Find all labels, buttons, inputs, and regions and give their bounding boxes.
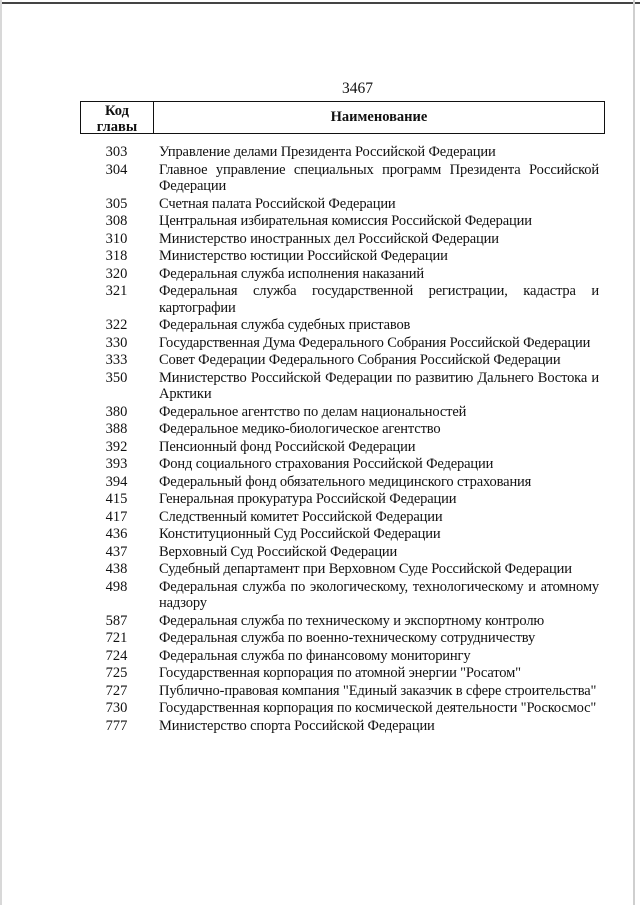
header-code-cell: [81, 102, 154, 133]
row-code: 725: [105, 665, 128, 681]
scan-right-edge: [633, 0, 635, 905]
row-name: Главное управление специальных программ Президента Российской Федерации: [159, 161, 599, 194]
table-row: [80, 630, 605, 647]
row-name: Федеральное агентство по делам национальностей: [159, 403, 467, 420]
row-name: Следственный комитет Российской Федерации: [159, 508, 443, 525]
table-row: [80, 352, 605, 369]
table-row: [80, 283, 605, 316]
row-code: 320: [105, 265, 128, 282]
table-row: [80, 474, 605, 491]
row-code: 304: [105, 161, 128, 178]
scan-top-line: [0, 2, 640, 4]
row-name: Пенсионный фонд Российской Федерации: [159, 438, 416, 455]
row-name: Управление делами Президента Российской Федерации: [159, 144, 496, 160]
row-name: Центральная избирательная комиссия Российской Федерации: [159, 213, 532, 229]
row-code: 415: [105, 491, 128, 507]
table-row: [80, 266, 605, 283]
row-name: Министерство Российской Федерации по развитию Дальнего Востока и Арктики: [159, 369, 599, 402]
row-name: Федеральная служба исполнения наказаний: [159, 265, 424, 282]
table-row: [80, 231, 605, 248]
row-code: 322: [105, 317, 128, 333]
row-code: 417: [105, 508, 128, 525]
table-row: [80, 317, 605, 334]
row-name: Федеральная служба судебных приставов: [159, 317, 411, 333]
row-name: Министерство иностранных дел Российской Федерации: [159, 230, 499, 247]
table-row: [80, 700, 605, 717]
row-name: Министерство спорта Российской Федерации: [159, 717, 435, 734]
row-code: 498: [105, 578, 128, 595]
row-code: 777: [105, 717, 128, 734]
row-code: 350: [105, 369, 128, 386]
row-name: Министерство юстиции Российской Федерации: [159, 248, 448, 264]
row-code: 330: [105, 334, 128, 351]
row-name: Федеральная служба по военно-техническому сотрудничеству: [159, 630, 536, 646]
row-code: 438: [105, 561, 128, 577]
table-row: [80, 335, 605, 352]
table-row: [80, 544, 605, 561]
table-row: [80, 648, 605, 665]
row-name: Федеральная служба государственной регистрации, кадастра и картографии: [159, 283, 599, 316]
row-code: 721: [105, 630, 128, 646]
row-code: 392: [105, 438, 128, 455]
table-row: [80, 162, 605, 195]
table-row: [80, 439, 605, 456]
header-code-line1: Код: [105, 103, 129, 119]
page-number: 3467: [342, 80, 373, 97]
row-code: 308: [105, 213, 128, 229]
row-name: Генеральная прокуратура Российской Федерации: [159, 491, 457, 507]
table-header: [80, 101, 605, 134]
row-name: Федеральная служба по техническому и экспортному контролю: [159, 612, 545, 629]
table-body: [80, 144, 605, 735]
row-name: Государственная корпорация по космической деятельности "Роскосмос": [159, 700, 597, 716]
table-row: [80, 196, 605, 213]
row-code: 727: [105, 682, 128, 699]
row-code: 310: [105, 230, 128, 247]
row-name: Федеральная служба по экологическому, технологическому и атомному надзору: [159, 578, 599, 611]
row-code: 321: [105, 283, 128, 299]
table-row: [80, 561, 605, 578]
row-name: Государственная Дума Федерального Собрания Российской Федерации: [159, 334, 591, 351]
row-code: 333: [105, 352, 128, 368]
row-name: Публично-правовая компания "Единый заказчик в сфере строительства": [159, 682, 597, 699]
row-name: Верховный Суд Российской Федерации: [159, 543, 398, 560]
table-row: [80, 683, 605, 700]
row-code: 587: [105, 612, 128, 629]
row-code: 436: [105, 526, 128, 542]
table-row: [80, 213, 605, 230]
table-row: [80, 404, 605, 421]
table-row: [80, 144, 605, 161]
row-name: Судебный департамент при Верховном Суде Российской Федерации: [159, 561, 572, 577]
table-row: [80, 491, 605, 508]
row-code: 437: [105, 543, 128, 560]
table-row: [80, 718, 605, 735]
row-code: 305: [105, 195, 128, 212]
row-code: 393: [105, 456, 128, 472]
row-name: Совет Федерации Федерального Собрания Российской Федерации: [159, 352, 561, 368]
scan-left-edge: [0, 0, 2, 905]
row-name: Счетная палата Российской Федерации: [159, 195, 396, 212]
row-name: Государственная корпорация по атомной энергии "Росатом": [159, 665, 521, 681]
row-name: Федеральное медико-биологическое агентство: [159, 421, 441, 437]
table-row: [80, 613, 605, 630]
row-code: 388: [105, 421, 128, 437]
header-code-line2: главы: [96, 119, 138, 135]
row-code: 380: [105, 403, 128, 420]
row-name: Фонд социального страхования Российской Федерации: [159, 456, 494, 472]
table-row: [80, 509, 605, 526]
table-row: [80, 579, 605, 612]
row-code: 394: [105, 473, 128, 490]
row-name: Конституционный Суд Российской Федерации: [159, 526, 441, 542]
row-code: 724: [105, 647, 128, 664]
row-name: Федеральный фонд обязательного медицинского страхования: [159, 473, 532, 490]
header-name-cell: Наименование: [330, 109, 428, 125]
table-row: [80, 665, 605, 682]
table-row: [80, 526, 605, 543]
row-code: 303: [105, 144, 128, 160]
table-row: [80, 421, 605, 438]
row-code: 730: [105, 700, 128, 716]
table-row: [80, 248, 605, 265]
table-row: [80, 370, 605, 403]
row-name: Федеральная служба по финансовому мониторингу: [159, 647, 471, 664]
row-code: 318: [105, 248, 128, 264]
table-row: [80, 456, 605, 473]
